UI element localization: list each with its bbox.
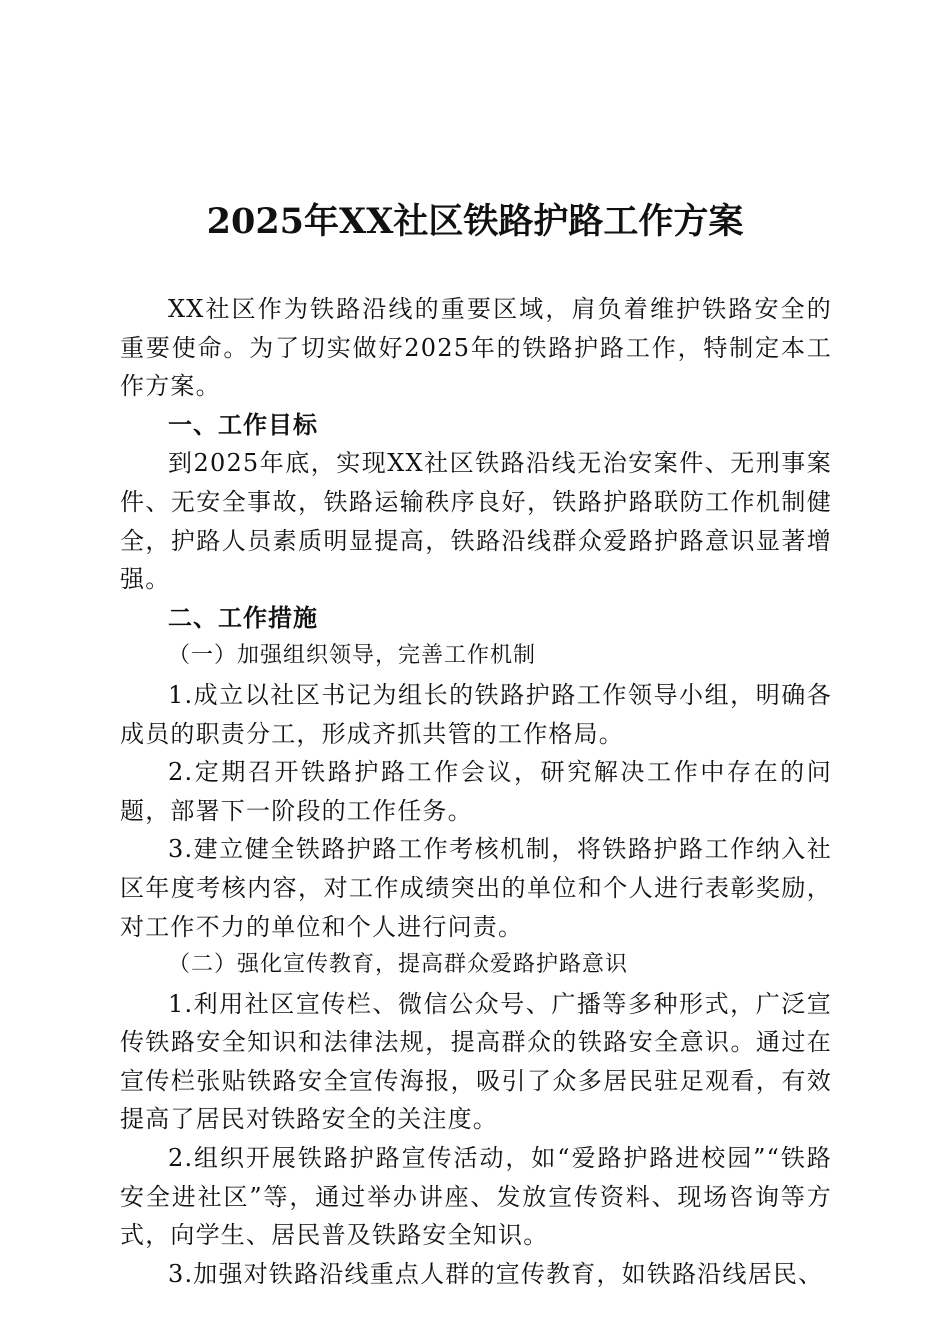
list-item: 1.利用社区宣传栏、微信公众号、广播等多种形式，广泛宣传铁路安全知识和法律法规，提高群众的铁路安全意识。通过在宣传栏张贴铁路安全宣传海报，吸引了众多居民驻足观看，有效提高了居民对铁路安全的关注度。 bbox=[120, 989, 832, 1134]
subsection-heading-publicity: （二）强化宣传教育，提高群众爱路护路意识 bbox=[168, 952, 629, 978]
subsection-heading-organization: （一）加强组织领导，完善工作机制 bbox=[168, 643, 537, 669]
list-item: 1.成立以社区书记为组长的铁路护路工作领导小组，明确各成员的职责分工，形成齐抓共管的工作格局。 bbox=[120, 680, 832, 748]
list-item: 2.定期召开铁路护路工作会议，研究解决工作中存在的问题，部署下一阶段的工作任务。 bbox=[120, 758, 832, 825]
list-item: 3.加强对铁路沿线重点人群的宣传教育，如铁路沿线居民、 bbox=[168, 1259, 824, 1288]
section-heading-goals: 一、工作目标 bbox=[168, 410, 318, 439]
document-title: 2025年XX社区铁路护路工作方案 bbox=[206, 201, 744, 242]
intro-paragraph: XX社区作为铁路沿线的重要区域，肩负着维护铁路安全的重要使命。为了切实做好2025年的铁路护路工作，特制定本工作方案。 bbox=[120, 295, 832, 401]
list-item: 3.建立健全铁路护路工作考核机制，将铁路护路工作纳入社区年度考核内容，对工作成绩突出的单位和个人进行表彰奖励，对工作不力的单位和个人进行问责。 bbox=[120, 835, 832, 941]
document-body bbox=[120, 290, 832, 1293]
list-item: 2.组织开展铁路护路宣传活动，如“爱路护路进校园”“铁路安全进社区”等，通过举办讲座、发放宣传资料、现场咨询等方式，向学生、居民普及铁路安全知识。 bbox=[120, 1144, 832, 1250]
section-heading-measures: 二、工作措施 bbox=[168, 603, 318, 632]
goals-paragraph: 到2025年底，实现XX社区铁路沿线无治安案件、无刑事案件、无安全事故，铁路运输秩序良好，铁路护路联防工作机制健全，护路人员素质明显提高，铁路沿线群众爱路护路意识显著增强。 bbox=[120, 449, 832, 594]
